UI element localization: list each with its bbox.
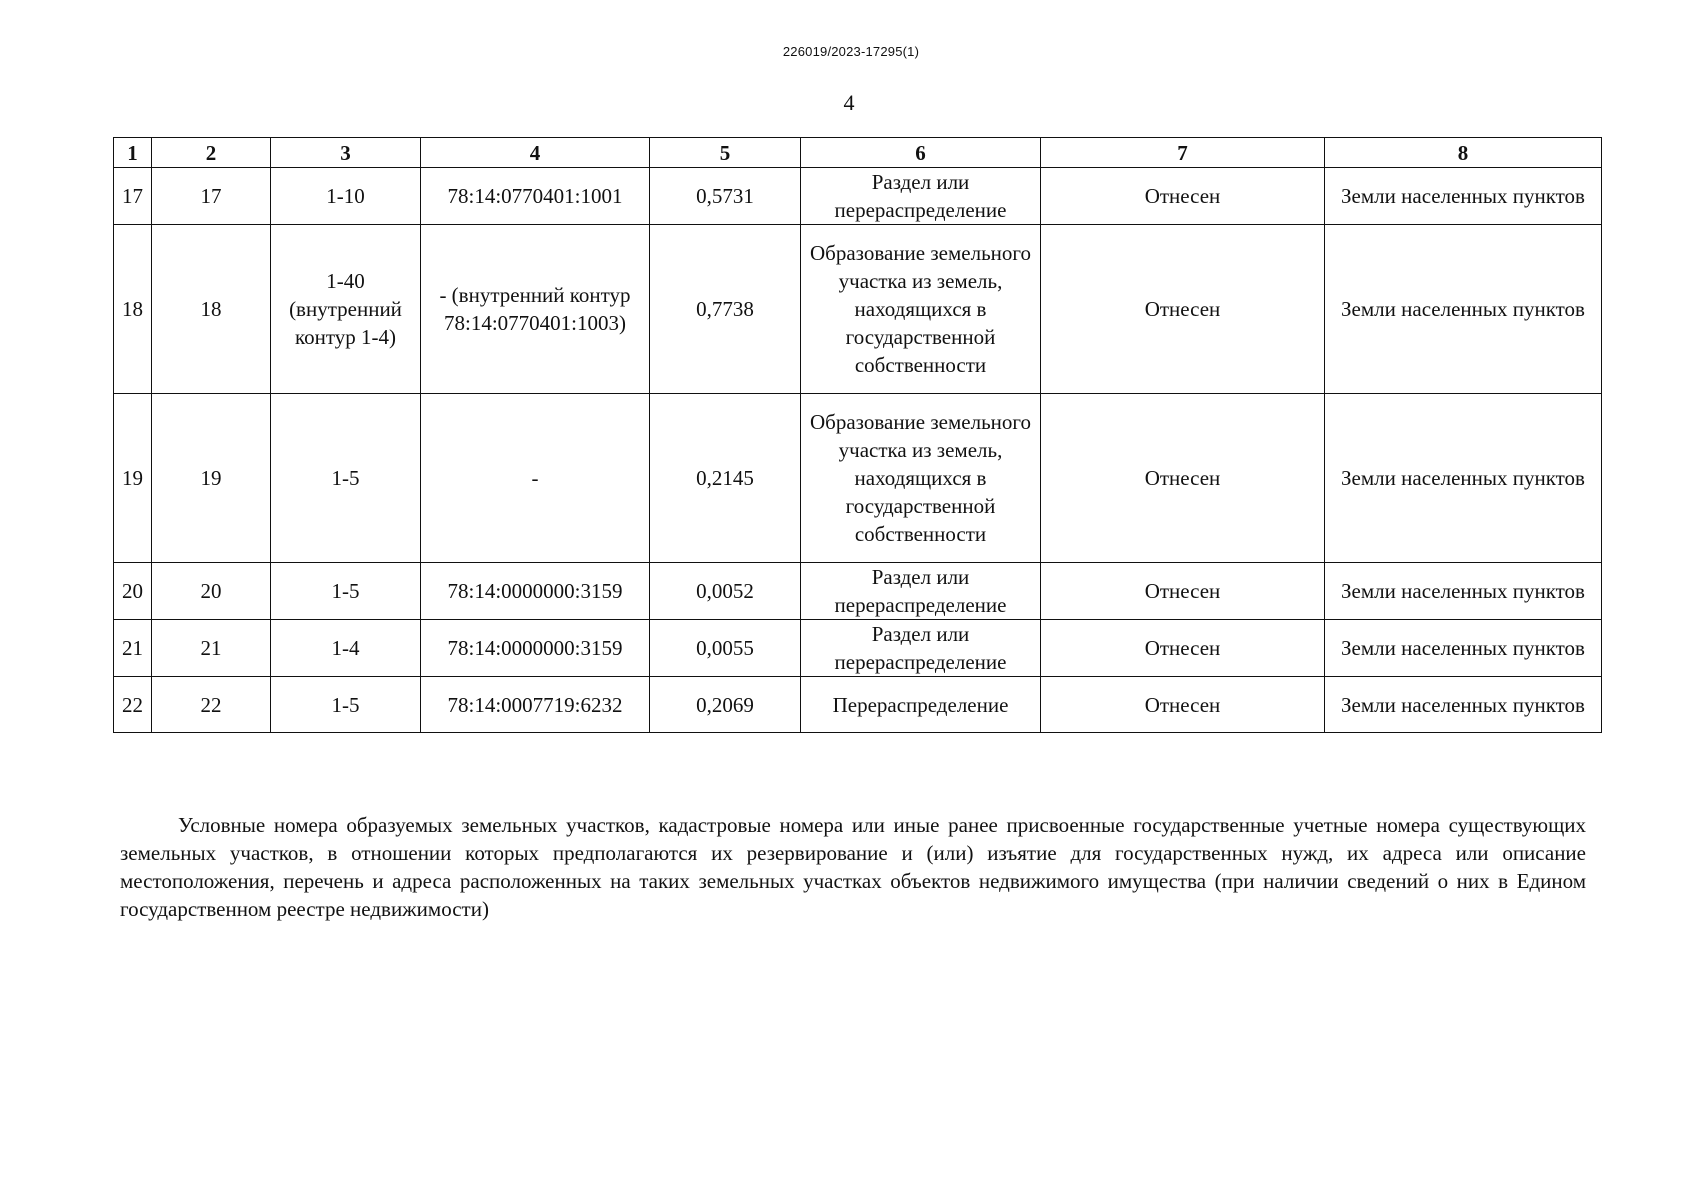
table-cell-status: Отнесен (1041, 394, 1325, 563)
column-header: 2 (152, 138, 271, 168)
table-cell-conditional-number: 18 (152, 225, 271, 394)
column-header: 4 (421, 138, 650, 168)
table-cell-row-number: 22 (114, 677, 152, 733)
table-cell-area: 0,2145 (650, 394, 801, 563)
body-paragraph: Условные номера образуемых земельных участков, кадастровые номера или иные ранее присвоенные государственные учетные номера существующих земельных участков, в отношении которых предполагаются их резервирование и (или) изъятие для государственных нужд, их адреса или описание местоположения, перечень и адреса расположенных на таких земельных участках объектов недвижимого имущества (при наличии сведений о них в Едином государственном реестре недвижимости) (120, 813, 1586, 921)
table-cell-formation-method: Образование земельного участка из земель, находящихся в государственной собственности (801, 394, 1041, 563)
table-cell-cadastral-number: - (421, 394, 650, 563)
table-cell-row-number: 17 (114, 168, 152, 225)
table-cell-land-category: Земли населенных пунктов (1325, 563, 1602, 620)
document-registration-number: 226019/2023-17295(1) (782, 44, 920, 59)
page-number: 4 (843, 90, 855, 115)
table-cell-formation-method: Образование земельного участка из земель, находящихся в государственной собственности (801, 225, 1041, 394)
table-cell-land-category: Земли населенных пунктов (1325, 677, 1602, 733)
table-row (114, 394, 1602, 563)
column-header: 8 (1325, 138, 1602, 168)
table-cell-formation-method: Раздел или перераспределение (801, 620, 1041, 677)
table-row (114, 677, 1602, 733)
table-cell-row-number: 18 (114, 225, 152, 394)
table-header-row (114, 138, 1602, 168)
table-cell-conditional-number: 19 (152, 394, 271, 563)
table-body (114, 168, 1602, 733)
table-cell-status: Отнесен (1041, 168, 1325, 225)
table-cell-points: 1-5 (271, 394, 421, 563)
table-cell-area: 0,2069 (650, 677, 801, 733)
table-cell-status: Отнесен (1041, 620, 1325, 677)
table-cell-status: Отнесен (1041, 677, 1325, 733)
table-cell-row-number: 20 (114, 563, 152, 620)
table-cell-points: 1-4 (271, 620, 421, 677)
table-cell-points: 1-5 (271, 677, 421, 733)
column-header: 6 (801, 138, 1041, 168)
table-cell-conditional-number: 21 (152, 620, 271, 677)
table-cell-area: 0,0052 (650, 563, 801, 620)
table-cell-cadastral-number: - (внутренний контур 78:14:0770401:1003) (421, 225, 650, 394)
table-cell-status: Отнесен (1041, 563, 1325, 620)
table-cell-conditional-number: 17 (152, 168, 271, 225)
table-cell-land-category: Земли населенных пунктов (1325, 394, 1602, 563)
table-cell-conditional-number: 22 (152, 677, 271, 733)
table-cell-formation-method: Раздел или перераспределение (801, 168, 1041, 225)
table-cell-row-number: 21 (114, 620, 152, 677)
table-row (114, 225, 1602, 394)
table-cell-points: 1-10 (271, 168, 421, 225)
land-plots-table (113, 137, 1602, 733)
column-header: 3 (271, 138, 421, 168)
table-cell-cadastral-number: 78:14:0770401:1001 (421, 168, 650, 225)
table-cell-row-number: 19 (114, 394, 152, 563)
table-cell-land-category: Земли населенных пунктов (1325, 168, 1602, 225)
table-cell-area: 0,0055 (650, 620, 801, 677)
table-row (114, 620, 1602, 677)
table-cell-cadastral-number: 78:14:0000000:3159 (421, 620, 650, 677)
table-header (114, 138, 1602, 168)
table-cell-points: 1-5 (271, 563, 421, 620)
table-cell-land-category: Земли населенных пунктов (1325, 225, 1602, 394)
table-cell-points: 1-40 (внутренний контур 1-4) (271, 225, 421, 394)
table-cell-formation-method: Перераспределение (801, 677, 1041, 733)
table-cell-conditional-number: 20 (152, 563, 271, 620)
column-header: 7 (1041, 138, 1325, 168)
table-cell-land-category: Земли населенных пунктов (1325, 620, 1602, 677)
column-header: 1 (114, 138, 152, 168)
table-cell-area: 0,5731 (650, 168, 801, 225)
table-row (114, 563, 1602, 620)
table-cell-formation-method: Раздел или перераспределение (801, 563, 1041, 620)
table-cell-status: Отнесен (1041, 225, 1325, 394)
column-header: 5 (650, 138, 801, 168)
table-cell-cadastral-number: 78:14:0000000:3159 (421, 563, 650, 620)
table-cell-area: 0,7738 (650, 225, 801, 394)
table-cell-cadastral-number: 78:14:0007719:6232 (421, 677, 650, 733)
table-row (114, 168, 1602, 225)
